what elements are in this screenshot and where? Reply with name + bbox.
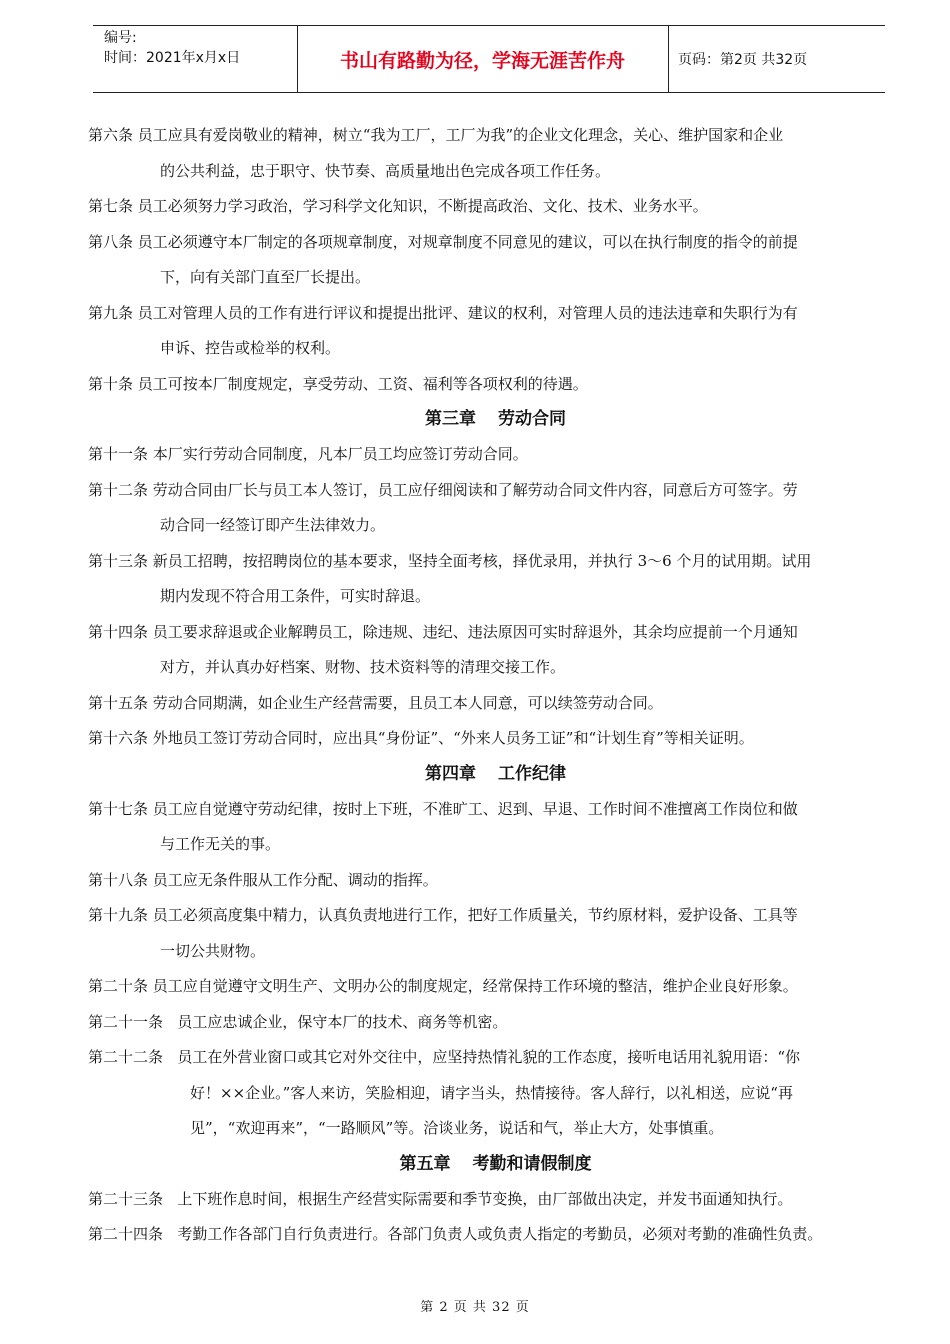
article-7 [88,189,903,225]
article-label: 第二十一条 [88,1012,164,1031]
article-label: 第七条 [88,197,134,215]
article-continuation: 一切公共财物。 [160,941,266,960]
article-label: 第十三条 [88,551,149,570]
article-label: 第十四条 [88,622,149,641]
article-continuation: 好！××企业。”客人来访，笑脸相迎，请字当头，热情接待。客人辞行，以礼相送，应说“再 [190,1083,793,1102]
article-label: 第九条 [88,303,134,322]
article-text: 员工应自觉遵守文明生产、文明办公的制度规定，经常保持工作环境的整洁，维护企业良好形象。 [152,977,798,995]
article-label: 第十九条 [88,906,149,924]
article-17 [88,792,903,863]
article-13 [88,544,903,615]
chapter-heading-3 [88,402,903,437]
article-text: 劳动合同期满，如企业生产经营需要，且员工本人同意，可以续签劳动合同。 [152,693,663,712]
article-14 [88,615,903,686]
header-top-rule [93,25,885,26]
article-16 [88,721,903,757]
article-text: 员工必须遵守本厂制定的各项规章制度，对规章制度不同意见的建议，可以在执行制度的指令的前提 [137,232,798,251]
article-9 [88,296,903,367]
article-text: 员工对管理人员的工作有进行评议和提提出批评、建议的权利，对管理人员的违法违章和失职行为有 [137,303,798,322]
article-label: 第八条 [88,232,134,251]
article-text: 员工在外营业窗口或其它对外交往中，应坚持热情礼貌的工作态度，接听电话用礼貌用语：“你 [177,1048,801,1066]
article-label: 第十一条 [88,445,149,463]
chapter-number: 第四章 [425,763,476,784]
article-text: 员工应具有爱岗敬业的精神，树立“我为工厂，工厂为我”的企业文化理念，关心、维护国家和企业 [137,126,784,144]
number-label: 编号: [104,30,137,46]
article-label: 第二十三条 [88,1189,164,1208]
chapter-title: 劳动合同 [498,409,566,429]
header-meta [104,28,240,68]
article-continuation: 申诉、控告或检举的权利。 [160,339,341,357]
header-motto: 书山有路勤为径，学海无涯苦作舟 [339,50,625,72]
article-8 [88,225,903,296]
page-header [93,25,885,93]
article-continuation: 对方，并认真办好档案、财物、技术资料等的清理交接工作。 [160,658,566,676]
chapter-number: 第三章 [425,409,476,429]
article-24 [88,1217,903,1253]
article-label: 第十条 [88,374,134,393]
header-divider [668,25,669,93]
article-label: 第十八条 [88,870,149,889]
article-10 [88,367,903,403]
article-text: 考勤工作各部门自行负责进行。各部门负责人或负责人指定的考勤员，必须对考勤的准确性负责。 [177,1225,823,1243]
article-text: 员工应自觉遵守劳动纪律，按时上下班，不准旷工、迟到、早退、工作时间不准擅离工作岗位和做 [152,799,798,818]
article-12 [88,473,903,544]
article-continuation: 动合同一经签订即产生法律效力。 [160,516,386,534]
article-15 [88,686,903,722]
article-text: 员工要求辞退或企业解聘员工，除违规、违纪、违法原因可实时辞退外，其余均应提前一个月通知 [152,622,798,641]
article-23 [88,1182,903,1218]
header-page-label: 页码：第2页 共32页 [678,52,808,68]
article-18 [88,863,903,899]
article-20 [88,969,903,1005]
chapter-heading-4 [88,757,903,792]
article-continuation: 见”，“欢迎再来”，“一路顺风”等。洽谈业务，说话和气，举止大方，处事慎重。 [190,1119,724,1137]
article-text: 本厂实行劳动合同制度，凡本厂员工均应签订劳动合同。 [152,445,528,463]
article-continuation: 与工作无关的事。 [160,835,281,853]
article-label: 第六条 [88,126,134,144]
article-label: 第二十四条 [88,1225,164,1243]
article-11 [88,437,903,473]
article-6 [88,118,903,189]
chapter-number: 第五章 [399,1153,451,1174]
article-text: 外地员工签订劳动合同时，应出具“身份证”、“外来人员务工证”和“计划生育”等相关证明。 [152,729,754,747]
article-label: 第十二条 [88,480,149,499]
article-continuation: 期内发现不符合用工条件，可实时辞退。 [160,587,431,605]
article-text: 劳动合同由厂长与员工本人签订，员工应仔细阅读和了解劳动合同文件内容，同意后方可签字。劳 [152,480,798,499]
article-text: 员工必须高度集中精力，认真负责地进行工作，把好工作质量关，节约原材料，爱护设备、工具等 [152,906,798,924]
article-19 [88,898,903,969]
article-text: 上下班作息时间，根据生产经营实际需要和季节变换，由厂部做出决定，并发书面通知执行。 [177,1189,793,1208]
article-continuation: 的公共利益，忠于职守、快节奏、高质量地出色完成各项工作任务。 [160,161,611,180]
header-bottom-rule [93,92,885,93]
chapter-title: 工作纪律 [498,763,566,784]
article-label: 第十六条 [88,729,149,747]
article-label: 第二十条 [88,977,149,995]
article-label: 第十五条 [88,693,149,712]
article-label: 第十七条 [88,799,149,818]
article-22 [88,1040,903,1147]
article-continuation: 下，向有关部门直至厂长提出。 [160,268,371,286]
article-21 [88,1005,903,1041]
article-label: 第二十二条 [88,1048,164,1066]
chapter-heading-5 [88,1147,903,1182]
article-text: 员工可按本厂制度规定，享受劳动、工资、福利等各项权利的待遇。 [137,374,588,393]
page-footer: 第 2 页 共 32 页 [420,1300,530,1315]
article-text: 员工应忠诚企业，保守本厂的技术、商务等机密。 [177,1012,508,1031]
time-label: 时间：2021年x月x日 [104,50,241,66]
article-text: 员工必须努力学习政治，学习科学文化知识，不断提高政治、文化、技术、业务水平。 [137,197,708,215]
article-text: 新员工招聘，按招聘岗位的基本要求，坚持全面考核，择优录用，并执行 3～6 个月的试用期。试用 [152,551,812,570]
document-body [88,118,903,1253]
chapter-title: 考勤和请假制度 [472,1153,592,1174]
article-text: 员工应无条件服从工作分配、调动的指挥。 [152,870,438,889]
